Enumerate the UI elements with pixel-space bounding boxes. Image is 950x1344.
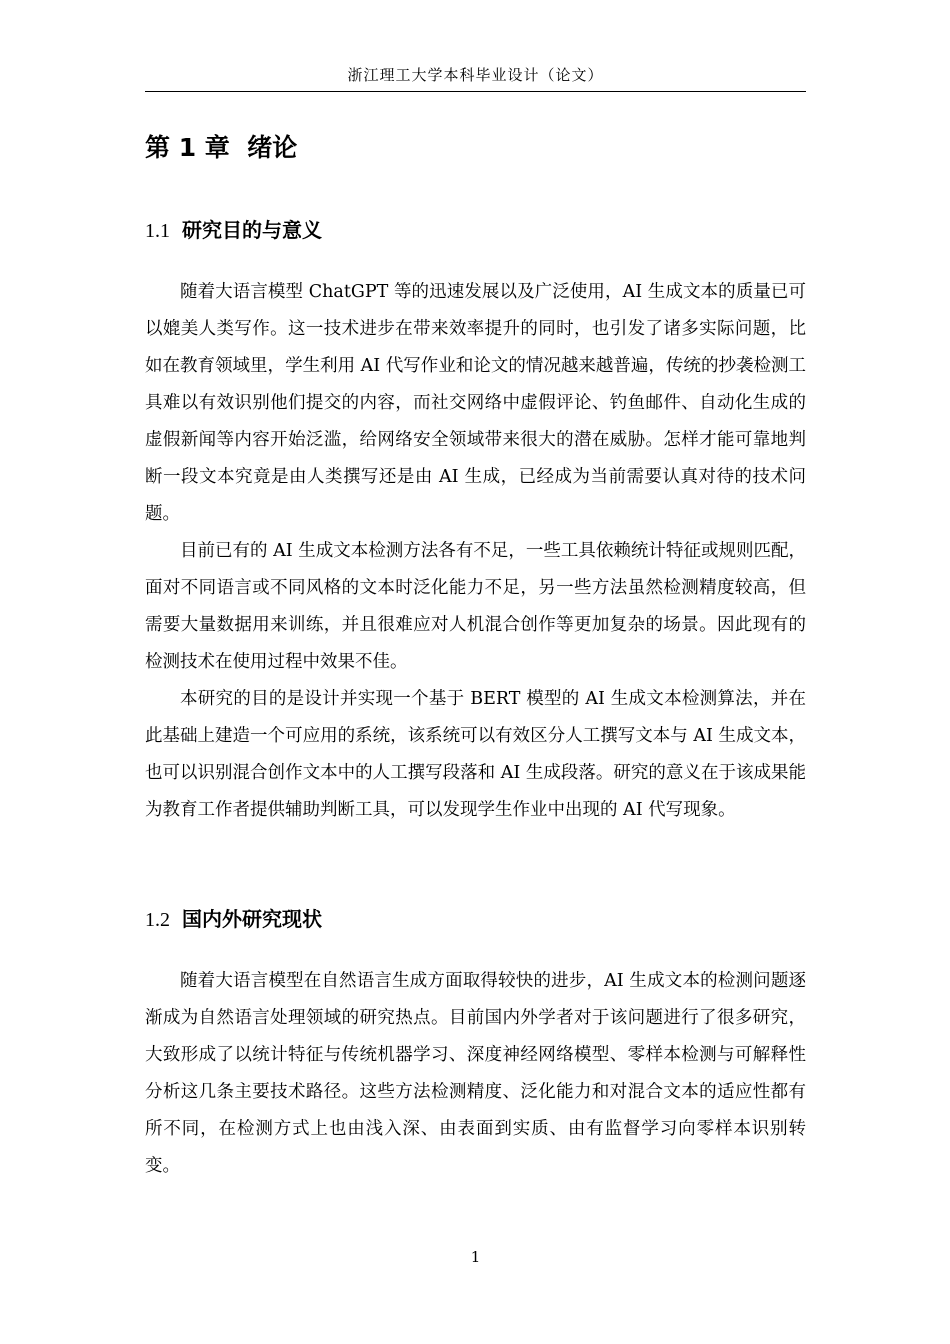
body-paragraph: 本研究的目的是设计并实现一个基于 BERT 模型的 AI 生成文本检测算法，并在此基础上建造一个可应用的系统，该系统可以有效区分人工撰写文本与 AI 生成文本，也可以识别混合创作文本中的人工撰写段落和 AI 生成段落。研究的意义在于该成果能为教育工作者提供辅助判断工具，可以发现学生作业中出现的 AI 代写现象。 [145,689,806,820]
header-rule [145,91,806,92]
section-heading [145,214,322,243]
section-number: 1.1 [145,220,170,242]
section-number: 1.2 [145,909,170,931]
section-heading [145,903,322,932]
body-paragraph: 随着大语言模型 ChatGPT 等的迅速发展以及广泛使用，AI 生成文本的质量已可以媲美人类写作。这一技术进步在带来效率提升的同时，也引发了诸多实际问题，比如在教育领域里，学生利用 AI 代写作业和论文的情况越来越普遍，传统的抄袭检测工具难以有效识别他们提交的内容，而社交网络中虚假评论、钓鱼邮件、自动化生成的虚假新闻等内容开始泛滥，给网络安全领域带来很大的潜在威胁。怎样才能可靠地判断一段文本究竟是由人类撰写还是由 AI 生成，已经成为当前需要认真对待的技术问题。 [145,282,806,524]
body-paragraph: 随着大语言模型在自然语言生成方面取得较快的进步，AI 生成文本的检测问题逐渐成为自然语言处理领域的研究热点。目前国内外学者对于该问题进行了很多研究，大致形成了以统计特征与传统机器学习、深度神经网络模型、零样本检测与可解释性分析这几条主要技术路径。这些方法检测精度、泛化能力和对混合文本的适应性都有所不同，在检测方式上也由浅入深、由表面到实质、由有监督学习向零样本识别转变。 [145,971,806,1176]
running-header: 浙江理工大学本科毕业设计（论文） [347,66,604,84]
chapter-title [145,128,297,164]
chapter-number: 第 1 章 [145,133,230,162]
section-title: 国内外研究现状 [182,907,322,931]
section-title: 研究目的与意义 [182,218,322,242]
chapter-name: 绪论 [247,133,298,162]
page-number: 1 [470,1248,481,1266]
body-paragraph: 目前已有的 AI 生成文本检测方法各有不足，一些工具依赖统计特征或规则匹配，面对不同语言或不同风格的文本时泛化能力不足，另一些方法虽然检测精度较高，但需要大量数据用来训练，并且很难应对人机混合创作等更加复杂的场景。因此现有的检测技术在使用过程中效果不佳。 [145,541,806,672]
